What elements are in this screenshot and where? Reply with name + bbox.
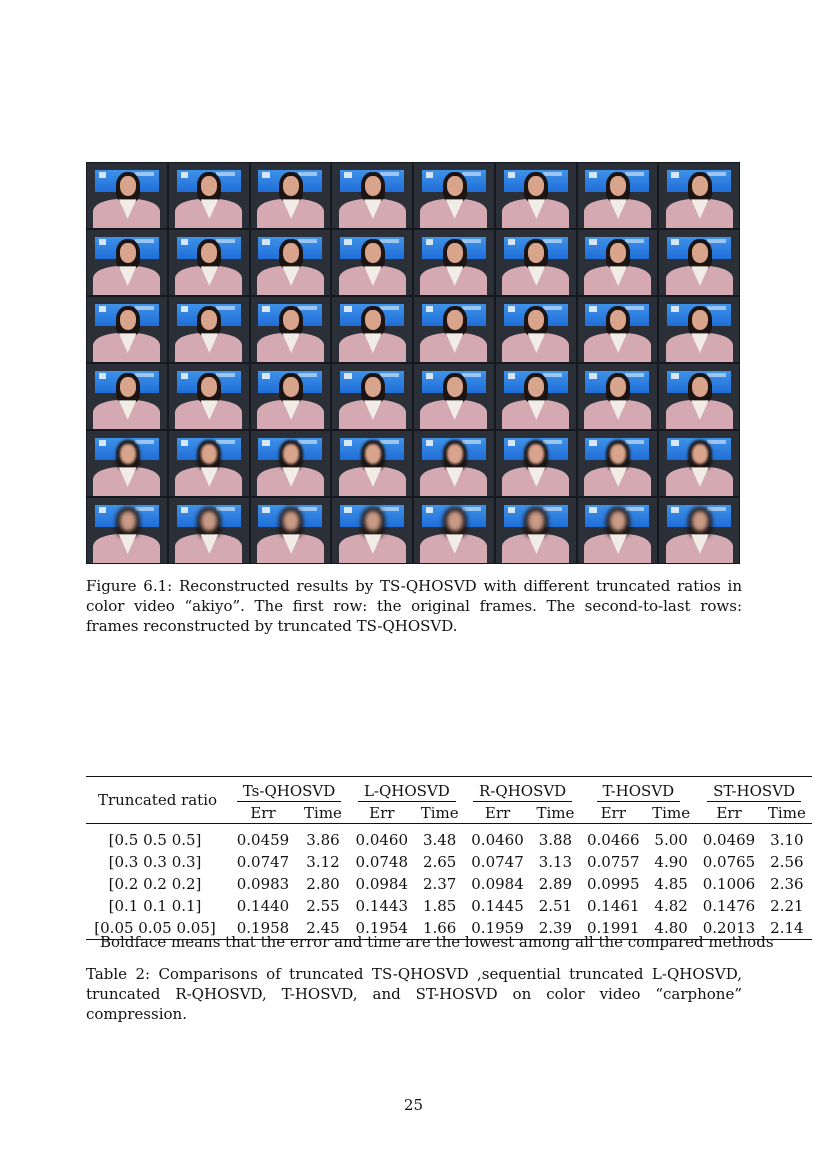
video-frame-thumbnail (331, 296, 413, 363)
results-table-body (86, 824, 812, 940)
time-cell: 3.48 (422, 831, 457, 849)
err-cell: 0.1958 (236, 919, 290, 937)
err-cell: 0.0460 (471, 831, 524, 849)
time-cell: 4.80 (654, 919, 688, 937)
video-frame-thumbnail (658, 497, 740, 564)
video-frame-thumbnail (250, 296, 332, 363)
err-cell: 0.0747 (471, 853, 524, 871)
video-frame-thumbnail (577, 296, 659, 363)
err-cell: 0.1445 (471, 897, 524, 915)
video-frame-thumbnail (250, 162, 332, 229)
err-cell: 0.0459 (236, 831, 290, 849)
video-frame-thumbnail (86, 363, 168, 430)
err-cell: 0.1954 (355, 919, 409, 937)
time-cell: 2.36 (770, 875, 804, 893)
table-row (86, 873, 812, 895)
method-header-t-hosvd (581, 777, 697, 804)
figure-caption: Figure 6.1: Reconstructed results by TS-QHOSVD with different truncated ratios in color video “akiyo”. The first row: the original frames. The second-to-last rows: frames reconstructed by truncated TS-QHOSVD. (86, 577, 742, 635)
video-frame-thumbnail (413, 162, 495, 229)
err-cell: 0.0995 (587, 875, 640, 893)
err-cell: 0.0460 (355, 831, 409, 849)
time-cell: 2.89 (538, 875, 573, 893)
table-row (86, 895, 812, 917)
video-frame-thumbnail (168, 497, 250, 564)
video-frame-thumbnail (86, 229, 168, 296)
video-frame-thumbnail (495, 497, 577, 564)
video-frame-thumbnail (658, 296, 740, 363)
video-frame-thumbnail (413, 363, 495, 430)
method-header-st-hosvd (696, 777, 812, 804)
video-frame-thumbnail (495, 229, 577, 296)
time-cell: 4.85 (654, 875, 688, 893)
method-label: Ts-QHOSVD (237, 782, 342, 802)
truncated-ratio-cell: [0.1 0.1 0.1] (108, 897, 202, 915)
table-row (86, 824, 812, 852)
err-cell: 0.2013 (702, 919, 756, 937)
time-cell: 2.65 (422, 853, 457, 871)
err-cell: 0.1461 (587, 897, 640, 915)
err-cell: 0.0748 (355, 853, 409, 871)
err-cell: 0.0984 (355, 875, 409, 893)
time-cell: 3.10 (770, 831, 804, 849)
time-cell: 2.14 (770, 919, 804, 937)
video-frame-thumbnail (168, 363, 250, 430)
err-cell: 0.0984 (471, 875, 524, 893)
video-frame-thumbnail (331, 229, 413, 296)
video-frame-thumbnail (495, 363, 577, 430)
time-header: Time (767, 804, 806, 822)
video-frame-thumbnail (168, 430, 250, 497)
truncated-ratio-cell: [0.5 0.5 0.5] (108, 831, 202, 849)
time-cell: 2.39 (538, 919, 573, 937)
video-frame-thumbnail (250, 430, 332, 497)
err-cell: 0.0983 (236, 875, 290, 893)
time-cell: 2.37 (422, 875, 457, 893)
truncated-ratio-cell: [0.2 0.2 0.2] (108, 875, 202, 893)
err-cell: 0.1443 (355, 897, 409, 915)
method-label: T-HOSVD (597, 782, 681, 802)
err-cell: 0.0469 (702, 831, 756, 849)
err-cell: 0.1991 (587, 919, 640, 937)
video-frame-thumbnail (331, 162, 413, 229)
video-frame-thumbnail (658, 229, 740, 296)
method-header-row (86, 777, 812, 804)
method-label: L-QHOSVD (358, 782, 456, 802)
video-frame-thumbnail (250, 363, 332, 430)
err-header: Err (250, 804, 276, 822)
time-cell: 2.45 (306, 919, 340, 937)
video-frame-thumbnail (413, 497, 495, 564)
err-header: Err (369, 804, 395, 822)
results-table (86, 776, 812, 940)
video-frame-thumbnail (86, 497, 168, 564)
err-cell: 0.1006 (702, 875, 756, 893)
video-frame-thumbnail (577, 430, 659, 497)
time-cell: 3.12 (306, 853, 340, 871)
err-cell: 0.1959 (471, 919, 524, 937)
video-frame-thumbnail (658, 162, 740, 229)
method-label: R-QHOSVD (473, 782, 572, 802)
time-header: Time (536, 804, 575, 822)
video-frame-thumbnail (413, 296, 495, 363)
video-frame-thumbnail (413, 229, 495, 296)
table-note: Boldface means that the error and time are the lowest among all the compared methods (100, 933, 774, 951)
video-frame-thumbnail (577, 497, 659, 564)
video-frame-thumbnail (168, 229, 250, 296)
video-frame-thumbnail (250, 229, 332, 296)
time-header: Time (304, 804, 342, 822)
video-frame-thumbnail (658, 363, 740, 430)
err-cell: 0.0466 (587, 831, 640, 849)
video-frame-thumbnail (168, 296, 250, 363)
err-header: Err (716, 804, 742, 822)
time-cell: 2.56 (770, 853, 804, 871)
video-frame-thumbnail (495, 162, 577, 229)
video-frame-thumbnail (86, 162, 168, 229)
video-frame-thumbnail (331, 363, 413, 430)
truncated-ratio-header: Truncated ratio (97, 791, 218, 809)
time-cell: 4.90 (654, 853, 688, 871)
time-cell: 2.55 (306, 897, 340, 915)
video-frame-thumbnail (658, 430, 740, 497)
time-cell: 3.13 (538, 853, 573, 871)
time-header: Time (420, 804, 459, 822)
reconstructed-frames-figure (86, 162, 740, 564)
video-frame-thumbnail (250, 497, 332, 564)
video-frame-thumbnail (495, 430, 577, 497)
time-header: Time (652, 804, 691, 822)
video-frame-thumbnail (168, 162, 250, 229)
time-cell: 2.51 (538, 897, 573, 915)
video-frame-thumbnail (577, 162, 659, 229)
time-cell: 1.85 (422, 897, 457, 915)
video-frame-thumbnail (413, 430, 495, 497)
err-header: Err (484, 804, 511, 822)
video-frame-thumbnail (577, 229, 659, 296)
table-caption: Table 2: Comparisons of truncated TS-QHOSVD ,sequential truncated L-QHOSVD, truncated R-QHOSVD, T-HOSVD, and ST-HOSVD on color video “carphone” compression. (86, 965, 742, 1023)
time-cell: 3.88 (538, 831, 573, 849)
err-cell: 0.0765 (702, 853, 756, 871)
err-cell: 0.1440 (236, 897, 290, 915)
results-table-wrapper (86, 776, 812, 940)
time-cell: 4.82 (654, 897, 688, 915)
time-cell: 5.00 (654, 831, 688, 849)
err-cell: 0.1476 (702, 897, 756, 915)
video-frame-thumbnail (86, 430, 168, 497)
video-frame-thumbnail (495, 296, 577, 363)
truncated-ratio-cell: [0.05 0.05 0.05] (94, 919, 216, 937)
page-number: 25 (403, 1096, 424, 1114)
time-cell: 2.21 (770, 897, 804, 915)
err-cell: 0.0747 (236, 853, 290, 871)
time-cell: 3.86 (306, 831, 340, 849)
video-frame-thumbnail (331, 430, 413, 497)
err-header: Err (600, 804, 626, 822)
method-header-ts-qhosvd (229, 777, 349, 804)
video-frame-thumbnail (577, 363, 659, 430)
table-row (86, 851, 812, 873)
video-frame-thumbnail (331, 497, 413, 564)
time-cell: 1.66 (422, 919, 457, 937)
time-cell: 2.80 (306, 875, 340, 893)
video-frame-thumbnail (86, 296, 168, 363)
method-header-l-qhosvd (349, 777, 465, 804)
err-cell: 0.0757 (587, 853, 640, 871)
method-label: ST-HOSVD (707, 782, 801, 802)
truncated-ratio-cell: [0.3 0.3 0.3] (108, 853, 202, 871)
method-header-r-qhosvd (465, 777, 581, 804)
